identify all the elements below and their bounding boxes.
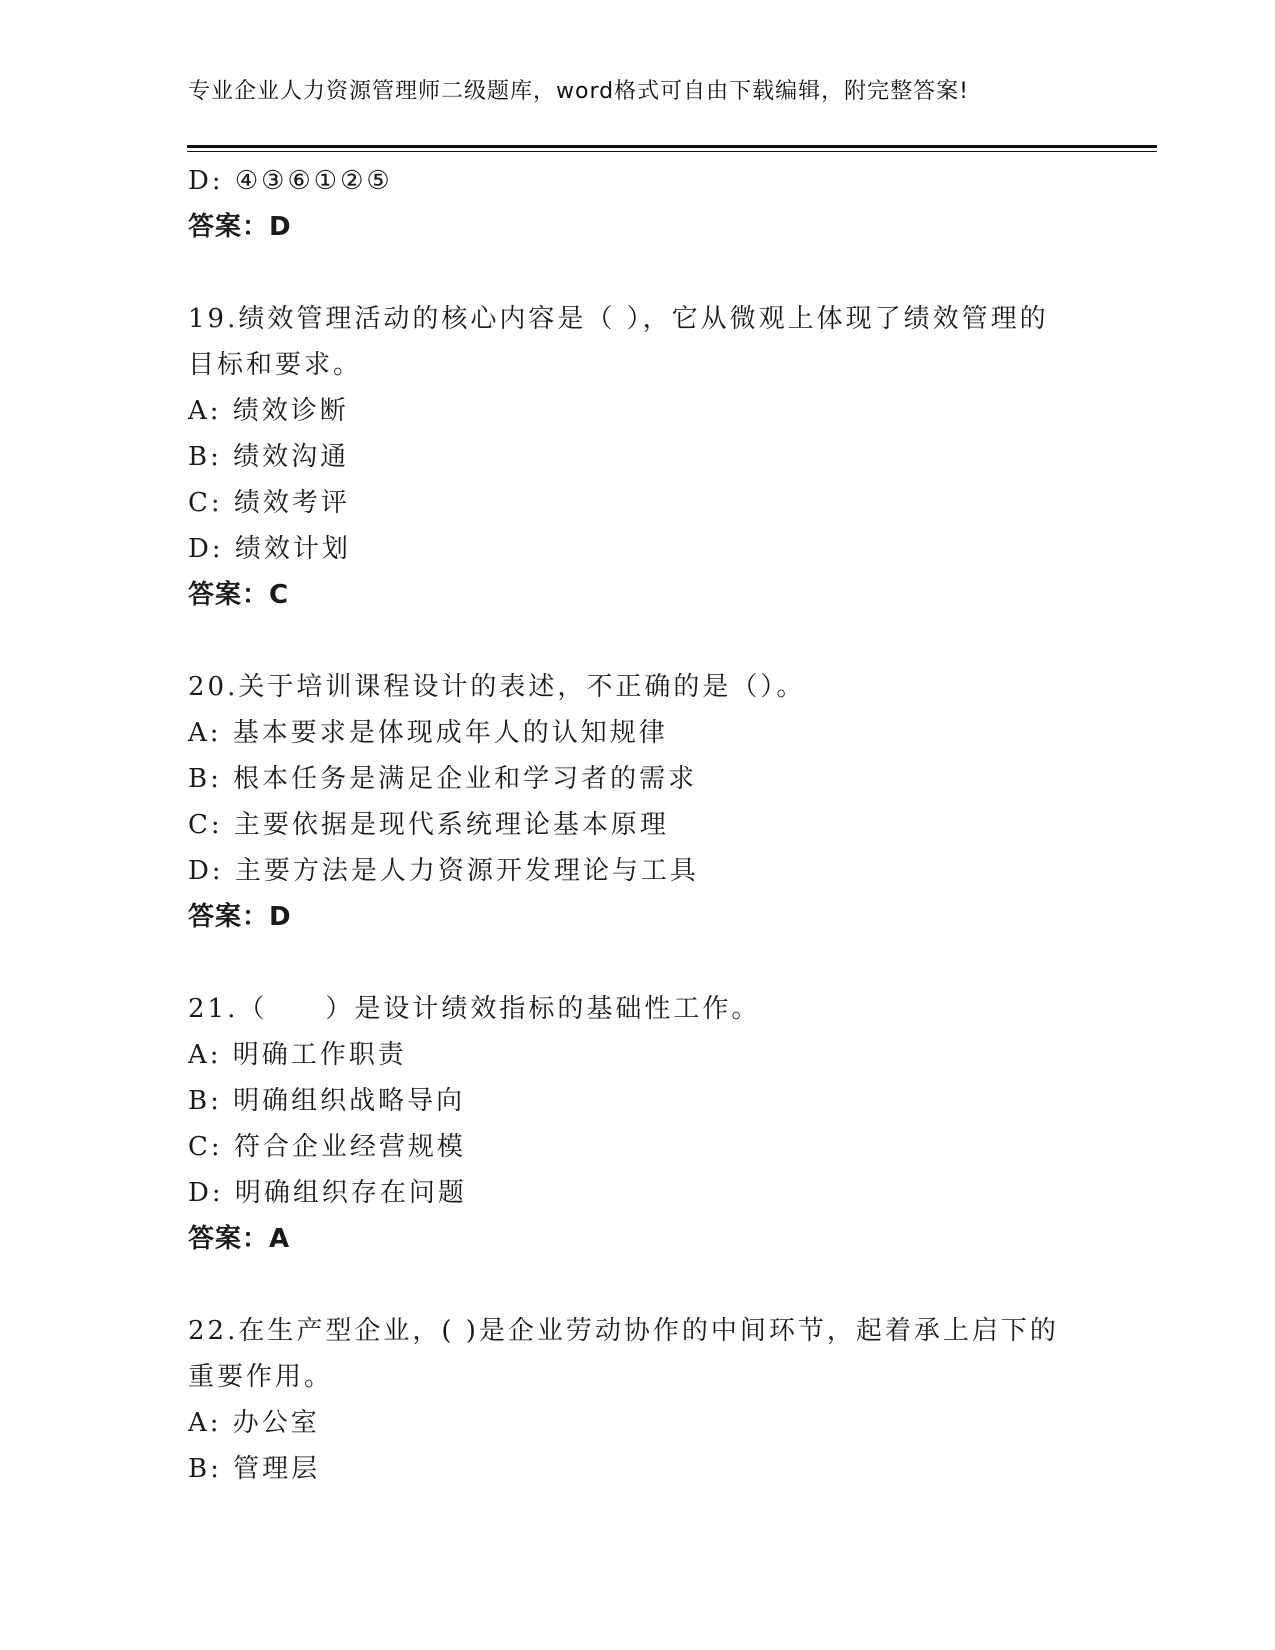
option-line: C: 符合企业经营规模 bbox=[188, 1132, 466, 1162]
question-22-stem: 22.在生产型企业，( )是企业劳动协作的中间环节，起着承上启下的 bbox=[188, 1316, 1059, 1346]
option-line: C: 绩效考评 bbox=[188, 488, 350, 518]
question-19-stem-cont: 目标和要求。 bbox=[188, 350, 363, 380]
question-19-stem: 19.绩效管理活动的核心内容是（ ），它从微观上体现了绩效管理的 bbox=[188, 304, 1049, 334]
option-line: A: 明确工作职责 bbox=[188, 1040, 407, 1070]
option-line: A: 办公室 bbox=[188, 1408, 320, 1438]
option-line: D: 主要方法是人力资源开发理论与工具 bbox=[188, 856, 699, 886]
question-22-stem-cont: 重要作用。 bbox=[188, 1362, 334, 1392]
option-line: A: 绩效诊断 bbox=[188, 396, 349, 426]
option-line: D: 明确组织存在问题 bbox=[188, 1178, 467, 1208]
page-header: 专业企业人力资源管理师二级题库，word格式可自由下载编辑，附完整答案! bbox=[188, 79, 969, 104]
option-line: B: 管理层 bbox=[188, 1454, 321, 1484]
spacer bbox=[188, 618, 1088, 664]
header-rule-thick bbox=[187, 145, 1157, 148]
answer-line: 答案：C bbox=[188, 580, 290, 610]
question-20-stem: 20.关于培训课程设计的表述，不正确的是（）。 bbox=[188, 672, 806, 702]
option-line: B: 绩效沟通 bbox=[188, 442, 350, 472]
spacer bbox=[188, 940, 1088, 986]
answer-line: 答案：D bbox=[188, 902, 292, 932]
question-21-stem: 21.（ ）是设计绩效指标的基础性工作。 bbox=[188, 994, 761, 1024]
question-content bbox=[188, 158, 1088, 1492]
option-line: B: 明确组织战略导向 bbox=[188, 1086, 466, 1116]
option-line: C: 主要依据是现代系统理论基本原理 bbox=[188, 810, 669, 840]
spacer bbox=[188, 1262, 1088, 1308]
answer-line: 答案：A bbox=[188, 1224, 291, 1254]
header-rule-thin bbox=[187, 151, 1157, 152]
answer-line: 答案：D bbox=[188, 212, 292, 242]
option-line: D: ④③⑥①②⑤ bbox=[188, 166, 393, 196]
option-line: B: 根本任务是满足企业和学习者的需求 bbox=[188, 764, 698, 794]
spacer bbox=[188, 250, 1088, 296]
option-line: A: 基本要求是体现成年人的认知规律 bbox=[188, 718, 668, 748]
option-line: D: 绩效计划 bbox=[188, 534, 351, 564]
